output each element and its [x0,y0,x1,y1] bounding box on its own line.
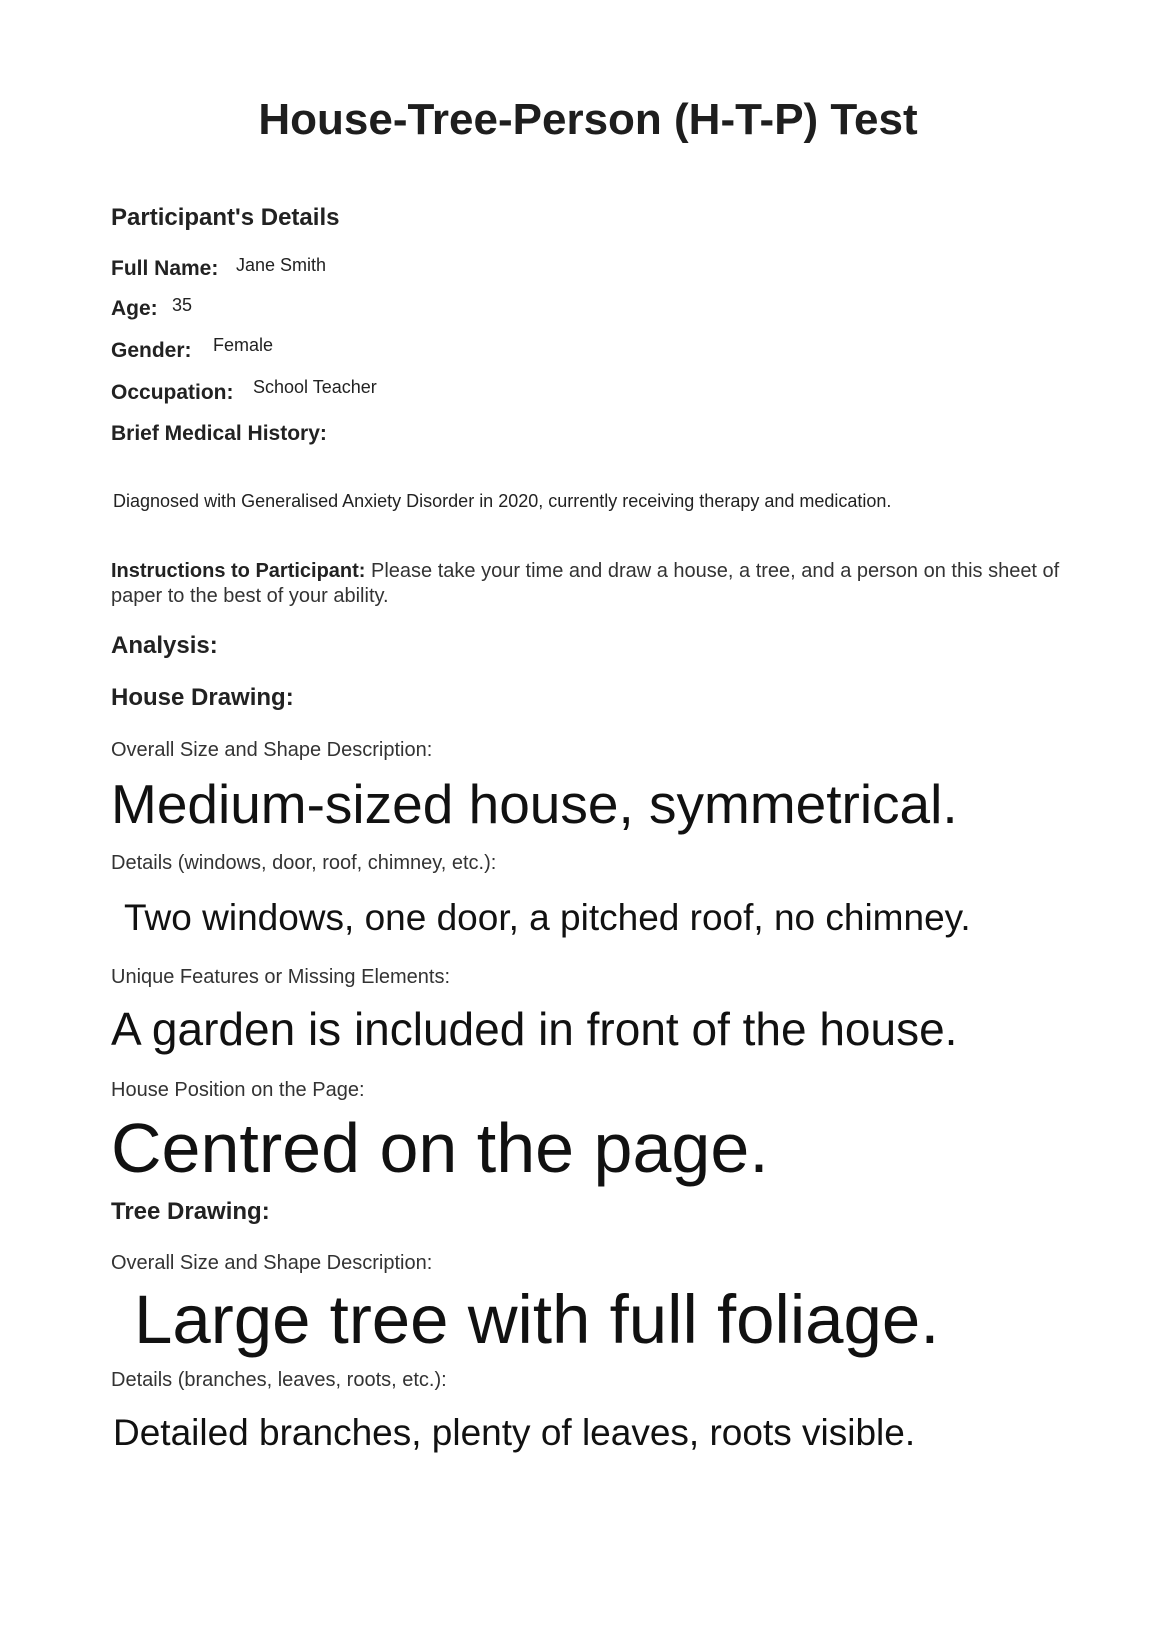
gender-label: Gender: [111,339,192,362]
age-value: 35 [172,295,193,315]
tree-details-label: Details (branches, leaves, roots, etc.): [111,1369,447,1391]
tree-details-value: Detailed branches, plenty of leaves, roots visible. [113,1412,916,1453]
house-unique-label: Unique Features or Missing Elements: [111,966,451,988]
participant-details-heading: Participant's Details [111,204,340,231]
analysis-heading: Analysis: [111,632,218,659]
tree-size-shape-label: Overall Size and Shape Description: [111,1252,433,1274]
occupation-value: School Teacher [253,377,377,397]
house-position-label: House Position on the Page: [111,1079,365,1101]
house-unique-value: A garden is included in front of the house. [111,1003,958,1055]
medical-history-label: Brief Medical History: [111,422,327,445]
house-size-shape-value: Medium-sized house, symmetrical. [111,773,958,835]
age-label: Age: [111,297,158,320]
page-title: House-Tree-Person (H-T-P) Test [258,95,918,144]
house-details-value: Two windows, one door, a pitched roof, no chimney. [124,897,971,938]
instructions-paragraph [111,559,1071,609]
occupation-label: Occupation: [111,381,234,404]
gender-value: Female [213,335,274,355]
instructions-text: Please take your time and draw a house, a tree, and a person on this sheet of paper to the best of your ability. [111,560,1060,607]
medical-history-value: Diagnosed with Generalised Anxiety Disorder in 2020, currently receiving therapy and medication. [113,491,892,511]
house-position-value: Centred on the page. [111,1109,769,1187]
house-details-label: Details (windows, door, roof, chimney, etc.): [111,852,497,874]
house-drawing-heading: House Drawing: [111,684,294,711]
full-name-value: Jane Smith [236,255,327,275]
instructions-label: Instructions to Participant: [111,560,366,582]
house-size-shape-label: Overall Size and Shape Description: [111,739,433,761]
tree-drawing-heading: Tree Drawing: [111,1198,270,1225]
full-name-label: Full Name: [111,257,219,280]
tree-size-shape-value: Large tree with full foliage. [134,1281,940,1358]
